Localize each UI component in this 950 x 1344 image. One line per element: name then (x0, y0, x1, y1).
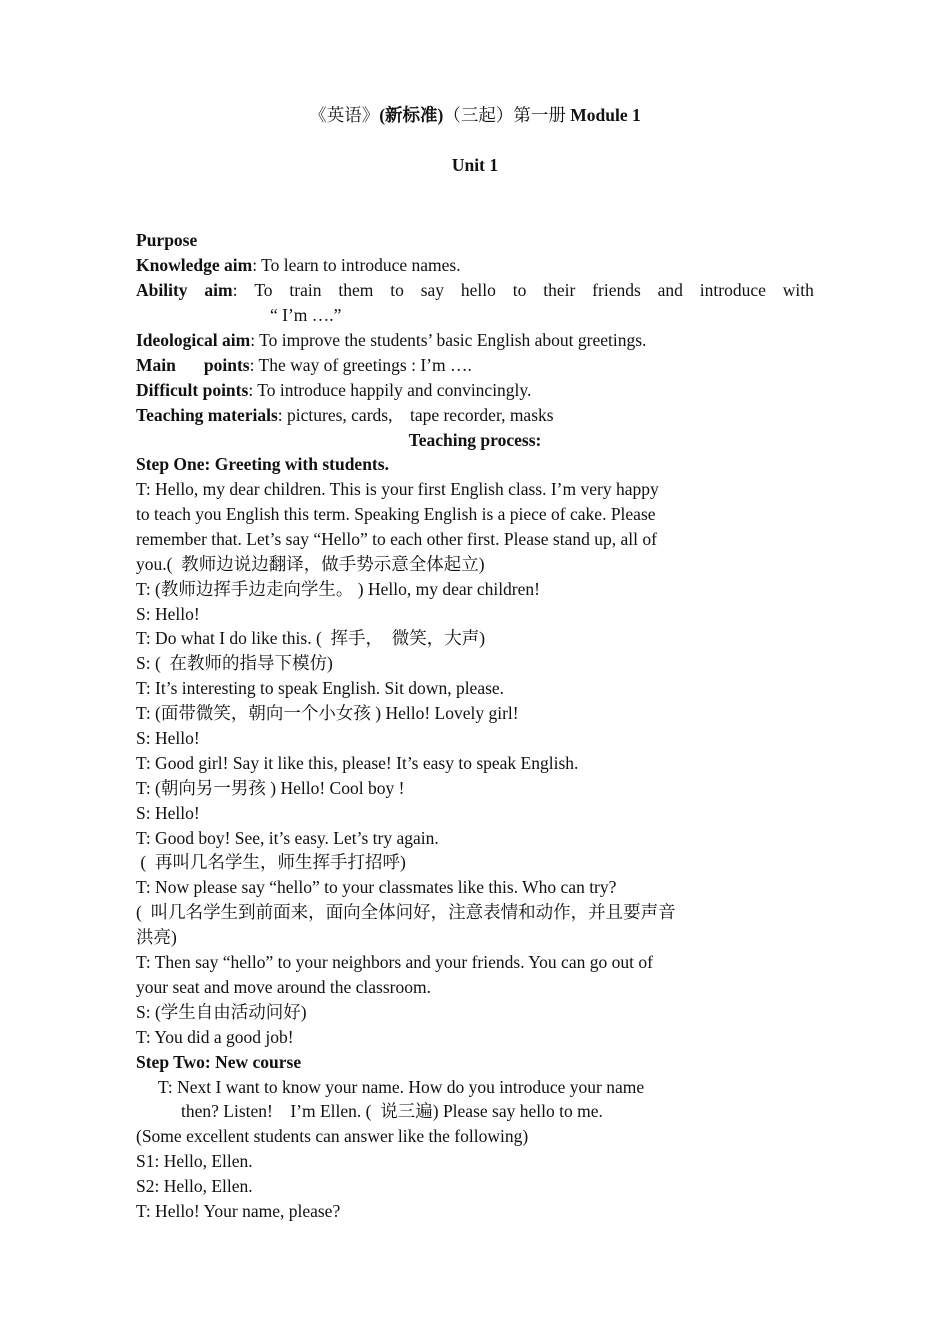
ability-word: to (390, 280, 404, 300)
dialogue-line: then? Listen! I’m Ellen. ( 说三遍) Please say hello to me. (181, 1101, 603, 1121)
ability-word: them (338, 280, 374, 300)
ideological-aim (136, 329, 646, 351)
difficult-text: : To introduce happily and convincingly. (248, 380, 532, 400)
materials-label: Teaching materials (136, 405, 278, 425)
main-label-1: Main (136, 355, 176, 375)
difficult-label: Difficult points (136, 380, 249, 400)
document-title (0, 104, 950, 126)
knowledge-aim (136, 254, 461, 276)
step-one-heading: Step One: Greeting with students. (136, 454, 389, 474)
dialogue-line: to teach you English this term. Speaking English is a piece of cake. Please (136, 504, 656, 524)
ability-word: To (254, 280, 273, 300)
dialogue-line: T: It’s interesting to speak English. Sit down, please. (136, 678, 505, 698)
ability-word: say (420, 280, 445, 300)
process-heading: Teaching process: (408, 430, 542, 450)
ability-word: hello (460, 280, 496, 300)
ability-continued: “ I’m ….” (270, 305, 342, 325)
dialogue-line: S: Hello! (136, 803, 200, 823)
ability-word: friends (592, 280, 641, 300)
dialogue-line: T: Next I want to know your name. How do you introduce your name (158, 1077, 645, 1097)
main-points (136, 354, 472, 376)
ability-word: with (782, 280, 814, 300)
materials-text: : pictures, cards, tape recorder, masks (277, 405, 554, 425)
dialogue-line: S: ( 在教师的指导下模仿) (136, 653, 333, 673)
ability-aim-label: aim (204, 280, 233, 300)
dialogue-line: T: Hello, my dear children. This is your first English class. I’m very happy (136, 479, 659, 499)
difficult-points (136, 379, 531, 401)
purpose-heading: Purpose (136, 230, 198, 250)
dialogue-line: your seat and move around the classroom. (136, 977, 431, 997)
title-paren: (新标准) (379, 105, 444, 125)
title-cn2: （三起）第一册 (443, 105, 571, 125)
ability-word: aim: (204, 280, 238, 300)
dialogue-line: ( 叫几名学生到前面来，面向全体问好，注意表情和动作，并且要声音 (136, 902, 676, 922)
ideological-text: : To improve the students’ basic English about greetings. (250, 330, 647, 350)
dialogue-line: T: Now please say “hello” to your classmates like this. Who can try? (136, 877, 617, 897)
dialogue-line: T: (面带微笑，朝向一个小女孩 ) Hello! Lovely girl! (136, 703, 519, 723)
dialogue-line: S: (学生自由活动问好) (136, 1002, 307, 1022)
dialogue-line: T: (教师边挥手边走向学生。 ) Hello, my dear children! (136, 579, 540, 599)
ability-word: train (289, 280, 322, 300)
dialogue-line: S: Hello! (136, 604, 200, 624)
dialogue-line: T: Hello! Your name, please? (136, 1201, 341, 1221)
dialogue-line: T: (朝向另一男孩 ) Hello! Cool boy ! (136, 778, 405, 798)
ability-word: introduce (699, 280, 766, 300)
dialogue-line: ( 再叫几名学生，师生挥手打招呼) (136, 852, 406, 872)
ability-word: their (543, 280, 576, 300)
title-cn: 《英语》 (309, 105, 380, 125)
teaching-materials (136, 404, 554, 426)
unit-title: Unit 1 (451, 155, 499, 175)
ability-aim (136, 279, 814, 301)
main-label-2: points (203, 355, 250, 375)
dialogue-line: T: Do what I do like this. ( 挥手， 微笑，大声) (136, 628, 486, 648)
main-text: : The way of greetings : I’m …. (249, 355, 472, 375)
ability-word: to (512, 280, 527, 300)
ideological-label: Ideological aim (136, 330, 251, 350)
dialogue-line: 洪亮) (136, 927, 177, 947)
ability-word: and (657, 280, 683, 300)
dialogue-line: T: Then say “hello” to your neighbors and your friends. You can go out of (136, 952, 653, 972)
dialogue-line: S: Hello! (136, 728, 200, 748)
dialogue-line: S1: Hello, Ellen. (136, 1151, 253, 1171)
dialogue-line: (Some excellent students can answer like the following) (136, 1126, 529, 1146)
ability-word: Ability (136, 280, 188, 300)
step-two-heading: Step Two: New course (136, 1052, 302, 1072)
dialogue-line: T: You did a good job! (136, 1027, 294, 1047)
dialogue-line: T: Good girl! Say it like this, please! It’s easy to speak English. (136, 753, 579, 773)
dialogue-line: remember that. Let’s say “Hello” to each other first. Please stand up, all of (136, 529, 657, 549)
knowledge-text: : To learn to introduce names. (252, 255, 461, 275)
dialogue-line: T: Good boy! See, it’s easy. Let’s try again. (136, 828, 439, 848)
title-module: Module 1 (570, 105, 641, 125)
dialogue-line: you.( 教师边说边翻译，做手势示意全体起立) (136, 554, 485, 574)
knowledge-label: Knowledge aim (136, 255, 253, 275)
dialogue-line: S2: Hello, Ellen. (136, 1176, 253, 1196)
